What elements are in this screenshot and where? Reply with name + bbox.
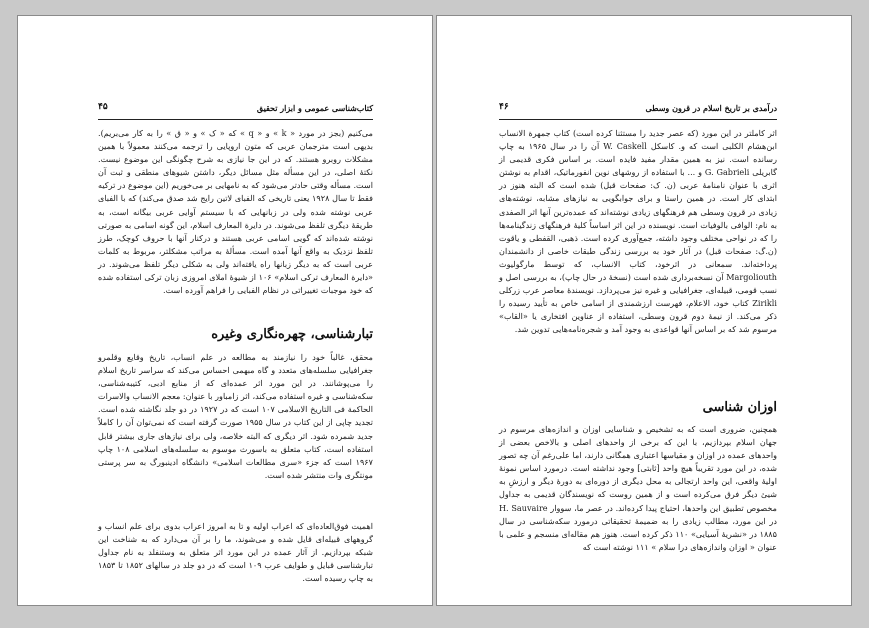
right-paragraph-2: همچنین، ضروری است که به تشخیص و شناسایی اوزان و اندازه‌های مرسوم در جهان اسلام بپردازیم، با این که برخی از واحدهای اصلی و بالاخص بعضی از واحدهای عمده در اوزان و مقیاسها اعتباری همگانی دارند، اما علی‌رغم آن چه تصور شده، در این مورد تقریباً هیچ واحد [ثابتی] وجود نداشته است. درمورد اساس نمونهٔ اولیهٔ واقعی، این واحد ارتجالی به محل دیگری از دوره‌ای به دورهٔ دیگر و ارزشِ به شیئ دیگر فرق می‌کرده است و از همین روست که نویسندگان قدیمی به جداول مخصوص تطبیق این واحدها، احتیاج پیدا کرده‌اند. در عصر ما، سووار H. Sauvaire در این مورد، مطالب زیادی را به ضمیمهٔ تحقیقاتی درمورد سکه‌شناسی در سال ۱۸۸۵ در «نشریهٔ آسیایی» ۱۱۰ ذکر کرده است. هنوز هم مقاله‌ای منسجم و علمی با عنوان « اوزان واندازه‌های درا سلام » ۱۱۱ نوشته است که (499, 424, 777, 552)
left-page (17, 15, 433, 606)
right-running-title: درآمدی بر تاریخ اسلام در قرون وسطی (645, 103, 777, 113)
right-section-heading: اوزان شناسی (702, 400, 777, 415)
left-running-title: کتاب‌شناسی عمومی و ابزار تحقیق (256, 103, 373, 113)
left-paragraph-3: اهمیت فوق‌العاده‌ای که اعراب اولیه و تا به امروز اعراب بدوی برای علم انساب و گروههای قبیله‌ای قایل شده و می‌شوند، ما را بر آن می‌دارد که به شناخت این شبکه بپردازیم. از آثار عمده در این مورد اثر متعلق به وستنفلد به نام جداول تبارشناسی قبایل و طوایف عرب ۱۰۹ است که در دو جلد در سالهای ۱۸۵۲ تا ۱۸۵۳ به چاپ رسیده است. (98, 521, 373, 584)
left-paragraph-2: محقق، غالباً خود را نیازمند به مطالعه در علم انساب، تاریخ وقایع وقلمرو جغرافیایی سلسله‌های متعدد و گاه مبهمی احساس می‌کند که سراسر تاریخ اسلام را می‌پوشانند. در این مورد اثر عمده‌ای که از منابع ادبی، کتیبه‌شناسی، سکه‌شناسی و غیره استفاده می‌کند، اثر زامباور با عنوان: معجم الانساب والاسرات الحاکمة فی التاریخ الاسلامی ۱۰۷ است که در ۱۹۲۷ در دو جلد نگاشته شده است. تجدید چاپی از این کتاب در سال ۱۹۵۵ صورت گرفته است که نمی‌توان آن را کاملاً جدید شمرده شود. اثر دیگری که البته خلاصه، ولی برای نیازهای جاری بیشتر قابل استفاده است، کتاب متعلق به باسورث موسوم به سلسله‌های اسلامی ۱۰۸ چاپ ۱۹۶۷ است که جزء «سری مطالعات اسلامی» دانشگاه ادینبورگ به سر پرستی مونتگری وات منتشر شده است. (98, 352, 374, 480)
left-page-number: ۴۵ (98, 102, 108, 112)
right-paragraph-1: اثر کاملتر در این مورد (که عصر جدید را مستثنا کرده است) کتاب جمهرة الانساب ابن‌هشام الکلبی است که و. کاسکل W. Caskell آن را در سال ۱۹۶۵ به چاپ رسانده است. نیز به همین مقدار مفید فایده است. بر اساس فکری قدیمی از گابریلی G. Gabrieli و ... با استفاده از روشهای نوین انفورماتیک، اقدام به نوشتن اثری با عنوان نامنامهٔ عربی (ن. ک: صفحات قبل) شده است که البته هنوز در ابتدای کار است. در همین راستا و برای جوابگویی به نیازهای مشابه، نوشته‌های زیادی در قرون وسطی هم فرهنگهای زیادی نوشته‌اند که عمده‌ترین آنها اثر الصفدی به نام: الوافی بالوفیات است. نویسنده در این اثر اساساً کلیهٔ فرهنگهای زندگینامه‌ها را که در نواحی مختلف وجود داشته، جمع‌آوری کرده است. ذهبی، القفطی و یاقوت (ن.گ: صفحات قبل) در آثار خود به بررسی زندگی طبقات خاصی از دانشمندان پرداخته‌اند. سمعانی در اثرخود، کتاب الانساب، که توسط مارگولیوث Margoliouth آن نسخه‌برداری شده است (نسخهٔ در حال چاپ)، به بررسی اصل و نسب قومی، قبیله‌ای، جغرافیایی و غیره نیز می‌پردازد. نویسندهٔ معاصر عرب زرکلی Zirikli کتاب خود، الاعلام، فهرست ارزشمندی از اسامی خاص به تأیید رسیده را ذکر می‌کند. از نیمهٔ دوم قرون وسطی، استفاده از عناوین افتخاری یا «القاب» مرسوم شد که بر اساس آنها قواعدی به وجود آمد و شجره‌نامه‌هایی تدوین شد. (499, 128, 777, 335)
left-section-heading: تبارشناسی، چهره‌نگاری وغیره (211, 327, 373, 342)
left-running-header (98, 103, 373, 120)
left-paragraph-1: می‌کنیم (بجز در مورد « k » و « q » که « ک » و « ق » را به کار می‌بریم). بدیهی است مترجمان عربی که متون اروپایی را ترجمه می‌کنند معمولاً با همین مشکلات روبرو هستند. که در این جا نیازی به شرح چگونگی این موضوع نیست. نکتهٔ اصلی، در این مسأله مثل مسائل دیگر، داشتن شیوهای منطقی و ثبت آن است. مسأله وقتی حادتر می‌شود که به نامهایی بر می‌خوریم (این موضوع در ترکیه فقط تا سال ۱۹۲۸ یعنی تاریخی که الفبای لاتین رایج شد صدق می‌کند) که با الفبای عربی نوشته شده ولی در زبانهایی که با سیستم آوایی عربی بیگانه است، به طریقهٔ دیگری تلفظ می‌شوند. در دایرة المعارف اسلام، این گونه اسامی به صورتی نوشته شده‌اند که گویی اسامی عربی هستند و درکنار آنها با حروف کوچک، طرز تلفظ نزدیک به واقع آنها آمده است. مسألهٔ به مراتب مشکلتر، مربوط به کلمات عربی است که به دیگر زبانها راه یافته‌اند ولی به شکلی دیگر تلفظ می‌شوند. در «دایرة المعارف ترکی اسلام» ۱۰۶ از شیوهٔ املای امروزی زبان ترکی استفاده شده که خود موجبات تغییراتی در نظام الفبایی را فراهم آورده است. (98, 128, 374, 296)
right-page-number: ۴۶ (499, 102, 509, 112)
right-page (436, 15, 852, 606)
right-running-header (499, 103, 777, 120)
